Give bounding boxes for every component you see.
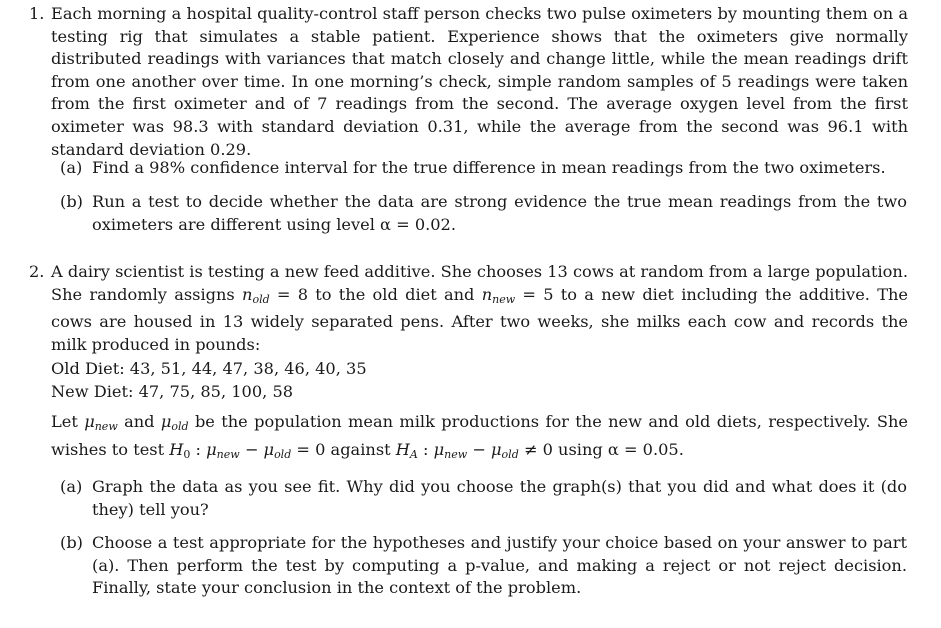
- hypotheses-text: Let $\mu_{new}$ and $\mu_{old}$ be the population mean milk productions for the new and old diets, respectively. She wishes to test $H_0$ : $\mu_{new} - \mu_{old} = 0$ against $H_A$ : $\mu_{new} - \mu_{old} \ne 0$ using α = 0.05.: [51, 412, 908, 461]
- part-text: Graph the data as you see fit. Why did you choose the graph(s) that you did and what does it (do they) tell you?: [92, 477, 907, 519]
- new-diet-data: New Diet: 47, 75, 85, 100, 58: [51, 382, 294, 401]
- part-text: Choose a test appropriate for the hypotheses and justify your choice based on your answer to part (a). Then perform the test by computing a p-value, and making a reject or not reject decision. Finally, state your conclusion in the context of the problem.: [92, 533, 907, 598]
- part-text: Run a test to decide whether the data are strong evidence the true mean readings from the two oximeters are different using level α = 0.02.: [92, 192, 907, 234]
- problem-1-text: Each morning a hospital quality-control staff person checks two pulse oximeters by mounting them on a testing rig that simulates a stable patient. Experience shows that the oximeters give normally distributed readings with variances that match closely and change little, while the mean readings drift from one another over time. In one morning’s check, simple random samples of 5 readings were taken from the first oximeter and of 7 readings from the second. The average oxygen level from the first oximeter was 98.3 with standard deviation 0.31, while the average from the second was 96.1 with standard deviation 0.29.: [51, 4, 908, 159]
- part-text: Find a 98% confidence interval for the true difference in mean readings from the two oximeters.: [92, 158, 886, 177]
- part-label: (b): [60, 192, 83, 211]
- part-label: (a): [60, 477, 83, 496]
- problem-2-part-a: [60, 476, 907, 521]
- problem-2-intro: A dairy scientist is testing a new feed additive. She chooses 13 cows at random from a large population. She randomly assigns $n_{old} = 8$ to the old diet and $n_{new} = 5$ to a new diet including the additive. The cows are housed in 13 widely separated pens. After two weeks, she milks each cow and records the milk produced in pounds:: [51, 262, 908, 354]
- problem-1-part-a: [60, 157, 907, 180]
- problem-1-part-b: [60, 191, 907, 236]
- problem-2: [0, 261, 941, 356]
- old-diet-data: Old Diet: 43, 51, 44, 47, 38, 46, 40, 35: [51, 359, 367, 378]
- problem-1-number: 1.: [29, 4, 45, 23]
- part-label: (a): [60, 158, 83, 177]
- problem-2-number: 2.: [29, 262, 45, 281]
- part-label: (b): [60, 533, 83, 552]
- problem-2-part-b: [60, 532, 907, 600]
- problem-1: [0, 3, 941, 161]
